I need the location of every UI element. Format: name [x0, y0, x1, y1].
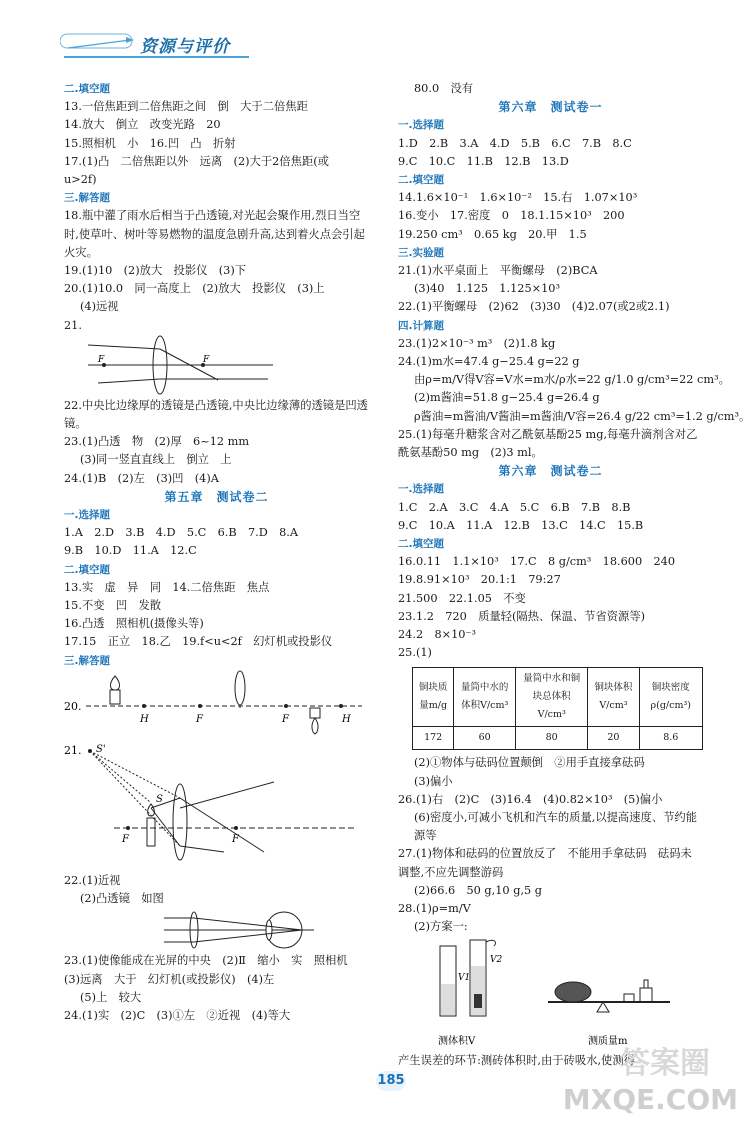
section-calculation: 四.计算题	[398, 319, 444, 332]
answer-line: (5)上 较大	[80, 990, 142, 1004]
section-choice: 一.选择题	[398, 483, 444, 496]
table-header: 量筒中水的体积V/cm³	[454, 667, 516, 727]
answer-line: 25.(1)	[398, 646, 432, 660]
answer-line: (2)66.6 50 g,10 g,5 g	[414, 883, 543, 897]
answer-line: 22.(1)平衡螺母 (2)62 (3)30 (4)2.07(或2或2.1)	[398, 300, 670, 314]
answer-line: 19.8.91×10³ 20.1:1 79:27	[398, 573, 561, 587]
answer-line: 23.(1)使像能成在光屏的中央 (2)Ⅱ 缩小 实 照相机 (3)远离 大于 幻灯机(或投影仪) (4)左	[64, 954, 359, 986]
point-label: H	[342, 713, 351, 725]
table-cell: 8.6	[639, 727, 702, 750]
answer-line: (2)方案一:	[414, 920, 468, 934]
answer-line: 13.实 虚 异 同 14.二倍焦距 焦点	[64, 580, 270, 594]
answer-line: (2)m酱油=51.8 g−25.4 g=26.4 g	[414, 391, 600, 405]
answer-line: 26.(1)右 (2)C (3)16.4 (4)0.82×10³ (5)偏小	[398, 792, 663, 806]
answer-line: (3)同一竖直直线上 倒立 上	[80, 453, 232, 467]
section-fill-blank: 二.填空题	[64, 83, 110, 95]
answer-line: (6)密度小,可减小飞机和汽车的质量,以提高速度、节约能源等	[414, 810, 698, 843]
focus-label: F	[203, 354, 210, 365]
eye-lens-diagram	[64, 908, 364, 952]
answer-line: 20.(1)10.0 同一高度上 (2)放大 投影仪 (3)上	[64, 282, 325, 296]
watermark: MXQE.COM	[562, 1083, 738, 1116]
answer-line: 23.1.2 720 质量轻(隔热、保温、节省资源等)	[398, 609, 646, 623]
chapter-title: 第六章 测试卷一	[498, 100, 603, 115]
answer-line: 80.0 没有	[414, 82, 474, 95]
answer-line: 16.变小 17.密度 0 18.1.15×10³ 200	[398, 209, 625, 223]
answer-line: 21.500 22.1.05 不变	[398, 591, 526, 605]
section-choice: 一.选择题	[64, 509, 110, 522]
answer-line: 9.C 10.C 11.B 12.B 13.D	[398, 154, 569, 168]
header-title: 资源与评价	[140, 37, 230, 57]
measurement-diagram	[398, 936, 698, 1052]
answer-line: 24.(1)B (2)左 (3)凹 (4)A	[64, 471, 219, 485]
answer-line: 15.不变 凹 发散	[64, 599, 162, 613]
answer-line: 21.(1)水平桌面上 平衡螺母 (2)BCA	[398, 264, 598, 278]
source-label: S	[156, 793, 163, 805]
table-cell: 60	[454, 727, 516, 750]
table-cell: 172	[413, 727, 454, 750]
page-number: 185	[376, 1071, 406, 1091]
answer-line: 1.D 2.B 3.A 4.D 5.B 6.C 7.B 8.C	[398, 136, 632, 150]
answer-line: (3)偏小	[414, 774, 453, 788]
focus-label: F	[232, 833, 239, 845]
lens-diagram-21	[78, 335, 278, 397]
image-label: S'	[96, 743, 106, 755]
copper-density-table	[412, 667, 703, 751]
answer-line: (2)①物体与砝码位置颠倒 ②用手直接拿砝码	[414, 756, 645, 770]
answer-line: (2)凸透镜 如图	[80, 892, 164, 906]
question-number: 20.	[64, 699, 82, 713]
answer-line: u>2f)	[64, 173, 97, 187]
table-header: 铜块质量m/g	[413, 667, 454, 727]
answer-line: 14.1.6×10⁻¹ 1.6×10⁻² 15.右 1.07×10³	[398, 191, 638, 205]
answer-line: 19.(1)10 (2)放大 投影仪 (3)下	[64, 264, 247, 278]
answer-line: 19.250 cm³ 0.65 kg 20.甲 1.5	[398, 227, 587, 241]
table-header: 铜块密度ρ(g/cm³)	[639, 667, 702, 727]
answer-line: 16.凸透 照相机(摄像头等)	[64, 617, 204, 631]
left-column	[64, 80, 369, 1025]
answer-line: 23.(1)凸透 物 (2)厚 6~12 mm	[64, 435, 250, 449]
section-answer: 三.解答题	[64, 192, 110, 205]
answer-line: 产生误差的环节:测砖体积时,由于砖吸水,使测得	[398, 1054, 635, 1068]
point-label: F	[282, 713, 289, 725]
answer-line: 27.(1)物体和砝码的位置放反了 不能用手拿砝码 砝码未调整,不应先调整游码	[398, 847, 692, 879]
section-fill-blank: 二.填空题	[398, 538, 444, 551]
focus-label: F	[98, 354, 105, 365]
section-fill-blank: 二.填空题	[398, 174, 444, 187]
answer-line: 14.放大 倒立 改变光路 20	[64, 118, 221, 132]
table-cell: 80	[516, 727, 588, 750]
section-experiment: 三.实验题	[398, 246, 444, 259]
lens-diagram-21b	[64, 742, 364, 872]
volume-label: V2	[490, 955, 503, 966]
answer-line: (3)40 1.125 1.125×10³	[414, 282, 561, 296]
answer-line: 17.(1)凸 二倍焦距以外 远离 (2)大于2倍焦距(或	[64, 154, 329, 168]
answer-line: 1.A 2.D 3.B 4.D 5.C 6.B 7.D 8.A	[64, 526, 299, 540]
answer-line: 24.2 8×10⁻³	[398, 628, 476, 642]
figure-caption: 测体积V	[438, 1036, 476, 1048]
section-answer: 三.解答题	[64, 654, 110, 667]
answer-line: 28.(1)ρ=m/V	[398, 901, 471, 915]
answer-line: 16.0.11 1.1×10³ 17.C 8 g/cm³ 18.600 240	[398, 555, 676, 569]
lens-diagram-20	[64, 670, 364, 742]
answer-line: (4)远视	[80, 300, 119, 314]
focus-label: F	[122, 833, 129, 845]
question-number: 21.	[64, 743, 82, 757]
table-cell: 20	[588, 727, 639, 750]
answer-line: 24.(1)实 (2)C (3)①左 ②近视 (4)等大	[64, 1008, 291, 1022]
answer-line: 22.中央比边缘厚的透镜是凸透镜,中央比边缘薄的透镜是凹透镜。	[64, 398, 368, 431]
figure-caption: 测质量m	[588, 1036, 628, 1048]
answer-line: 21.	[64, 318, 82, 332]
answer-line: 17.15 正立 18.乙 19.f<u<2f 幻灯机或投影仪	[64, 635, 333, 649]
table-header: 铜块体积V/cm³	[588, 667, 639, 727]
chapter-title: 第五章 测试卷二	[164, 489, 269, 504]
answer-line: 18.瓶中灌了雨水后相当于凸透镜,对光起会聚作用,烈日当空时,使草叶、树叶等易燃物的温度急剧升高,达到着火点会引起火灾。	[64, 209, 365, 259]
answer-line: 15.照相机 小 16.凹 凸 折射	[64, 136, 236, 150]
volume-label: V1	[458, 973, 471, 984]
answer-line: 由ρ=m/V得V容=V水=m水/ρ水=22 g/1.0 g/cm³=22 cm³。	[414, 373, 730, 387]
section-fill-blank: 二.填空题	[64, 563, 110, 576]
answer-line: 9.B 10.D 11.A 12.C	[64, 544, 197, 558]
right-column	[398, 80, 750, 1071]
section-choice: 一.选择题	[398, 119, 444, 132]
answer-line: 1.C 2.A 3.C 4.A 5.C 6.B 7.B 8.B	[398, 500, 631, 514]
table-header: 量筒中水和铜块总体积V/cm³	[516, 667, 588, 727]
answer-line: 25.(1)每毫升糖浆含对乙酰氨基酚25 mg,每毫升滴剂含对乙酰氨基酚50 mg (2)3 ml。	[398, 427, 698, 460]
answer-line: 9.C 10.A 11.A 12.B 13.C 14.C 15.B	[398, 518, 644, 532]
answer-line: 24.(1)m水=47.4 g−25.4 g=22 g	[398, 355, 580, 369]
answer-line: 13.一倍焦距到二倍焦距之间 倒 大于二倍焦距	[64, 100, 308, 114]
point-label: F	[196, 713, 203, 725]
point-label: H	[140, 713, 149, 725]
chapter-title: 第六章 测试卷二	[498, 464, 603, 479]
answer-line: 22.(1)近视	[64, 873, 121, 887]
answer-line: ρ酱油=m酱油/V酱油=m酱油/V容=26.4 g/22 cm³=1.2 g/cm³。	[414, 409, 750, 423]
watermark-logo: 答案圈	[620, 1046, 710, 1081]
answer-line: 23.(1)2×10⁻³ m³ (2)1.8 kg	[398, 336, 556, 350]
